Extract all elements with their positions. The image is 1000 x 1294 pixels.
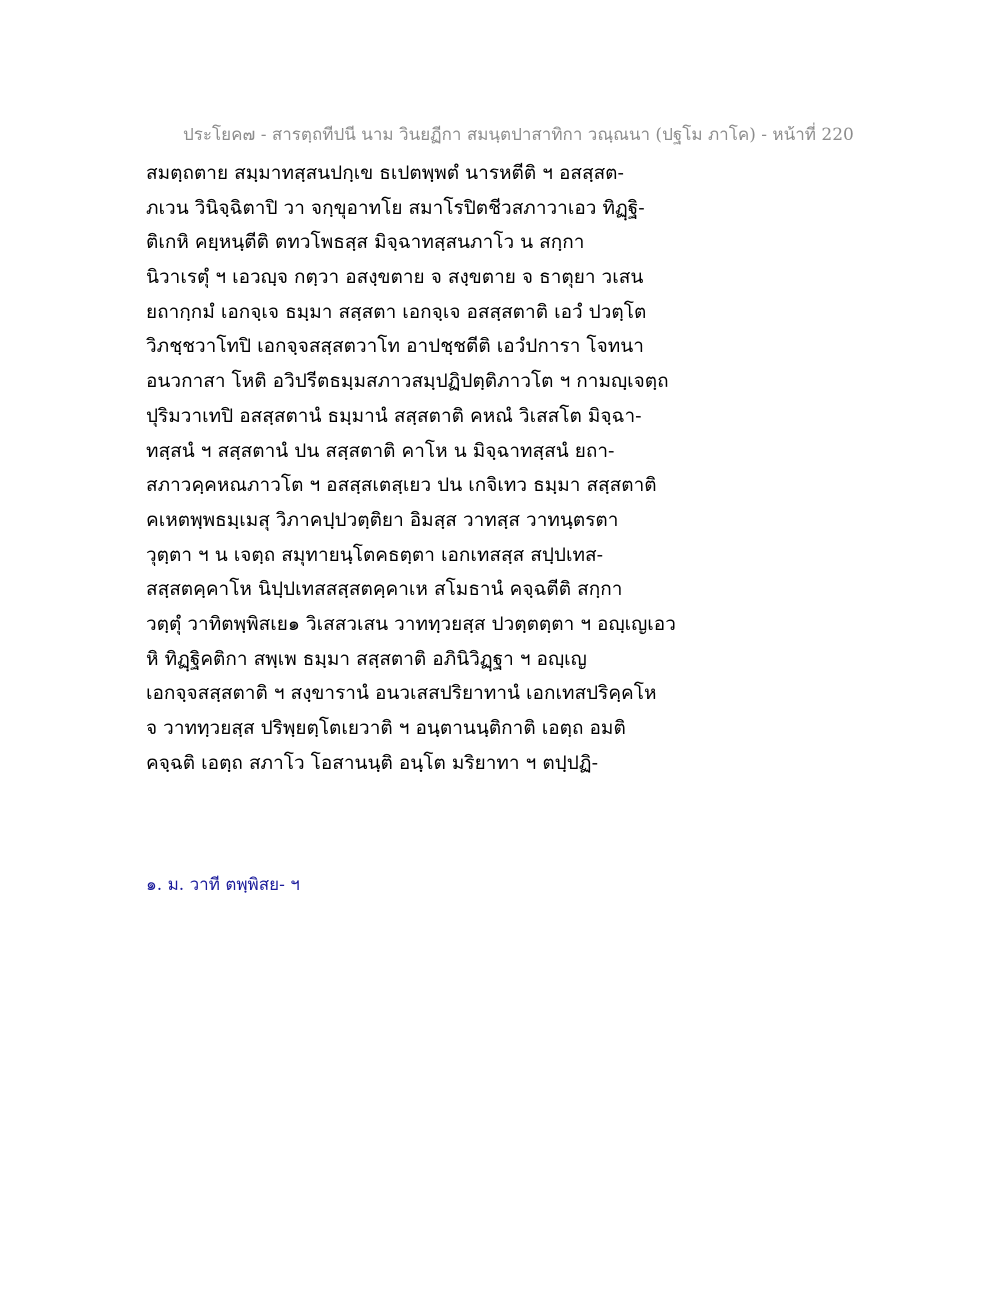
text-line: ยถากฺกมํ เอกจฺเจ ธมฺมา สสฺสตา เอกจฺเจ อสสฺสตาติ เอวํ ปวตฺโต	[146, 300, 647, 323]
text-line: ปุริมวาเทปิ อสสฺสตานํ ธมฺมานํ สสฺสตาติ คหณํ วิเสสโต มิจฺฉา-	[146, 404, 642, 427]
text-line: เอกจฺจสสฺสตาติ ฯ สงฺขารานํ อนวเสสปริยาทานํ เอกเทสปริคฺคโห	[146, 682, 657, 705]
text-line: อนวกาสา โหติ อวิปรีตธมฺมสภาวสมฺปฏิปตฺติภาวโต ฯ กามญฺเจตฺถ	[146, 370, 669, 393]
text-line: คจฺฉติ เอตฺถ สภาโว โอสานนฺติ อนฺโต มริยาทา ฯ ตปฺปฏิ-	[146, 751, 598, 774]
text-line: นิวาเรตุํ ฯ เอวญฺจ กตฺวา อสงฺขตาย จ สงฺขตาย จ ธาตุยา วเสน	[146, 266, 644, 289]
text-line: ทสฺสนํ ฯ สสฺสตานํ ปน สสฺสตาติ คาโห น มิจฺฉาทสฺสนํ ยถา-	[146, 439, 615, 462]
text-line: ภเวน วินิจฺฉิตาปิ วา จกฺขุอาทโย สมาโรปิตชีวสภาวาเอว ทิฏฺฐิ-	[146, 196, 645, 219]
text-line: สภาวคฺคหณภาวโต ฯ อสสฺสเตสฺเยว ปน เกจิเทว ธมฺมา สสฺสตาติ	[146, 474, 657, 497]
text-line: วุตฺตา ฯ น เจตฺถ สมุทายนฺโตคธตฺตา เอกเทสสฺส สปฺปเทส-	[146, 543, 603, 566]
text-line: จ วาททฺวยสฺส ปริพฺยตฺโตเยวาติ ฯ อนฺตานนฺติกาติ เอตฺถ อมติ	[146, 717, 626, 739]
text-line: คเหตพฺพธมฺเมสุ วิภาคปฺปวตฺติยา อิมสฺส วาทสฺส วาทนฺตรตา	[146, 508, 619, 531]
text-line: ติเกหิ คยฺหนฺตีติ ตทวโพธสฺส มิจฺฉาทสฺสนภาโว น สกฺกา	[146, 231, 585, 254]
text-line: วตฺตุํ วาทิตพฺพิสเย๑ วิเสสวเสน วาททฺวยสฺส ปวตฺตตฺตา ฯ อญฺเญเอว	[146, 612, 676, 635]
text-line: สมตฺถตาย สมฺมาทสฺสนปกฺเข ธเปตพฺพตํ นารหตีติ ฯ อสสฺสต-	[146, 162, 624, 184]
body-text	[146, 156, 826, 780]
text-line: วิภชฺชวาโทปิ เอกจฺจสสฺสตวาโท อาปชฺชตีติ เอวํปการา โจทนา	[146, 335, 644, 358]
footnote: ๑. ม. วาที ตพฺพิสย- ฯ	[146, 875, 300, 895]
text-line: สสฺสตคฺคาโห นิปฺปเทสสสฺสตคฺคาเห สโมธานํ คจฺฉตีติ สกฺกา	[146, 578, 623, 601]
text-line: หิ ทิฏฺฐิคติกา สพฺเพ ธมฺมา สสฺสตาติ อภินิวิฏฺฐา ฯ อญฺเญ	[146, 647, 587, 670]
page-header: ประโยค๗ - สารตฺถทีปนี นาม วินยฏีกา สมนฺตปาสาทิกา วณฺณนา (ปฐโม ภาโค) - หน้าที่ 220	[183, 125, 854, 145]
